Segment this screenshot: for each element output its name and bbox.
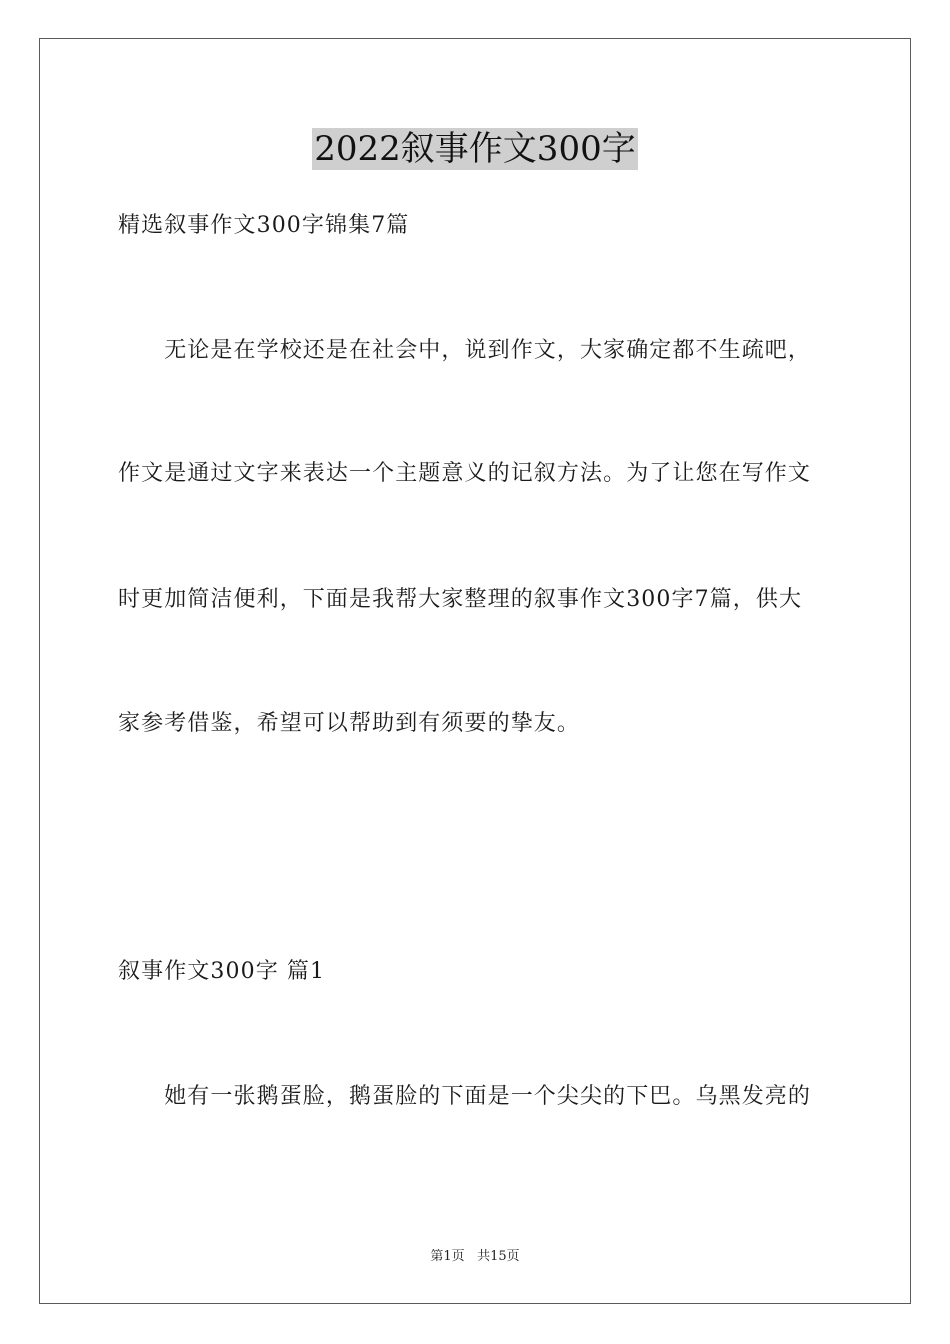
- document-title: 2022叙事作文300字: [314, 129, 636, 169]
- intro-line-3: 时更加简洁便利，下面是我帮大家整理的叙事作文300字7篇，供大: [118, 587, 803, 612]
- body-line-1: 她有一张鹅蛋脸，鹅蛋脸的下面是一个尖尖的下巴。乌黑发亮的: [118, 1084, 812, 1109]
- intro-line-1: 无论是在学校还是在社会中，说到作文，大家确定都不生疏吧，: [118, 338, 812, 363]
- document-subtitle: 精选叙事作文300字锦集7篇: [118, 213, 410, 238]
- intro-line-2: 作文是通过文字来表达一个主题意义的记叙方法。为了让您在写作文: [118, 461, 812, 486]
- section-heading: 叙事作文300字 篇1: [118, 959, 326, 984]
- page-footer: [0, 1248, 950, 1266]
- page-number: 第1页: [430, 1249, 465, 1264]
- title-container: [0, 128, 950, 170]
- page-total: 共15页: [477, 1249, 520, 1264]
- intro-line-4: 家参考借鉴，希望可以帮助到有须要的挚友。: [118, 711, 581, 736]
